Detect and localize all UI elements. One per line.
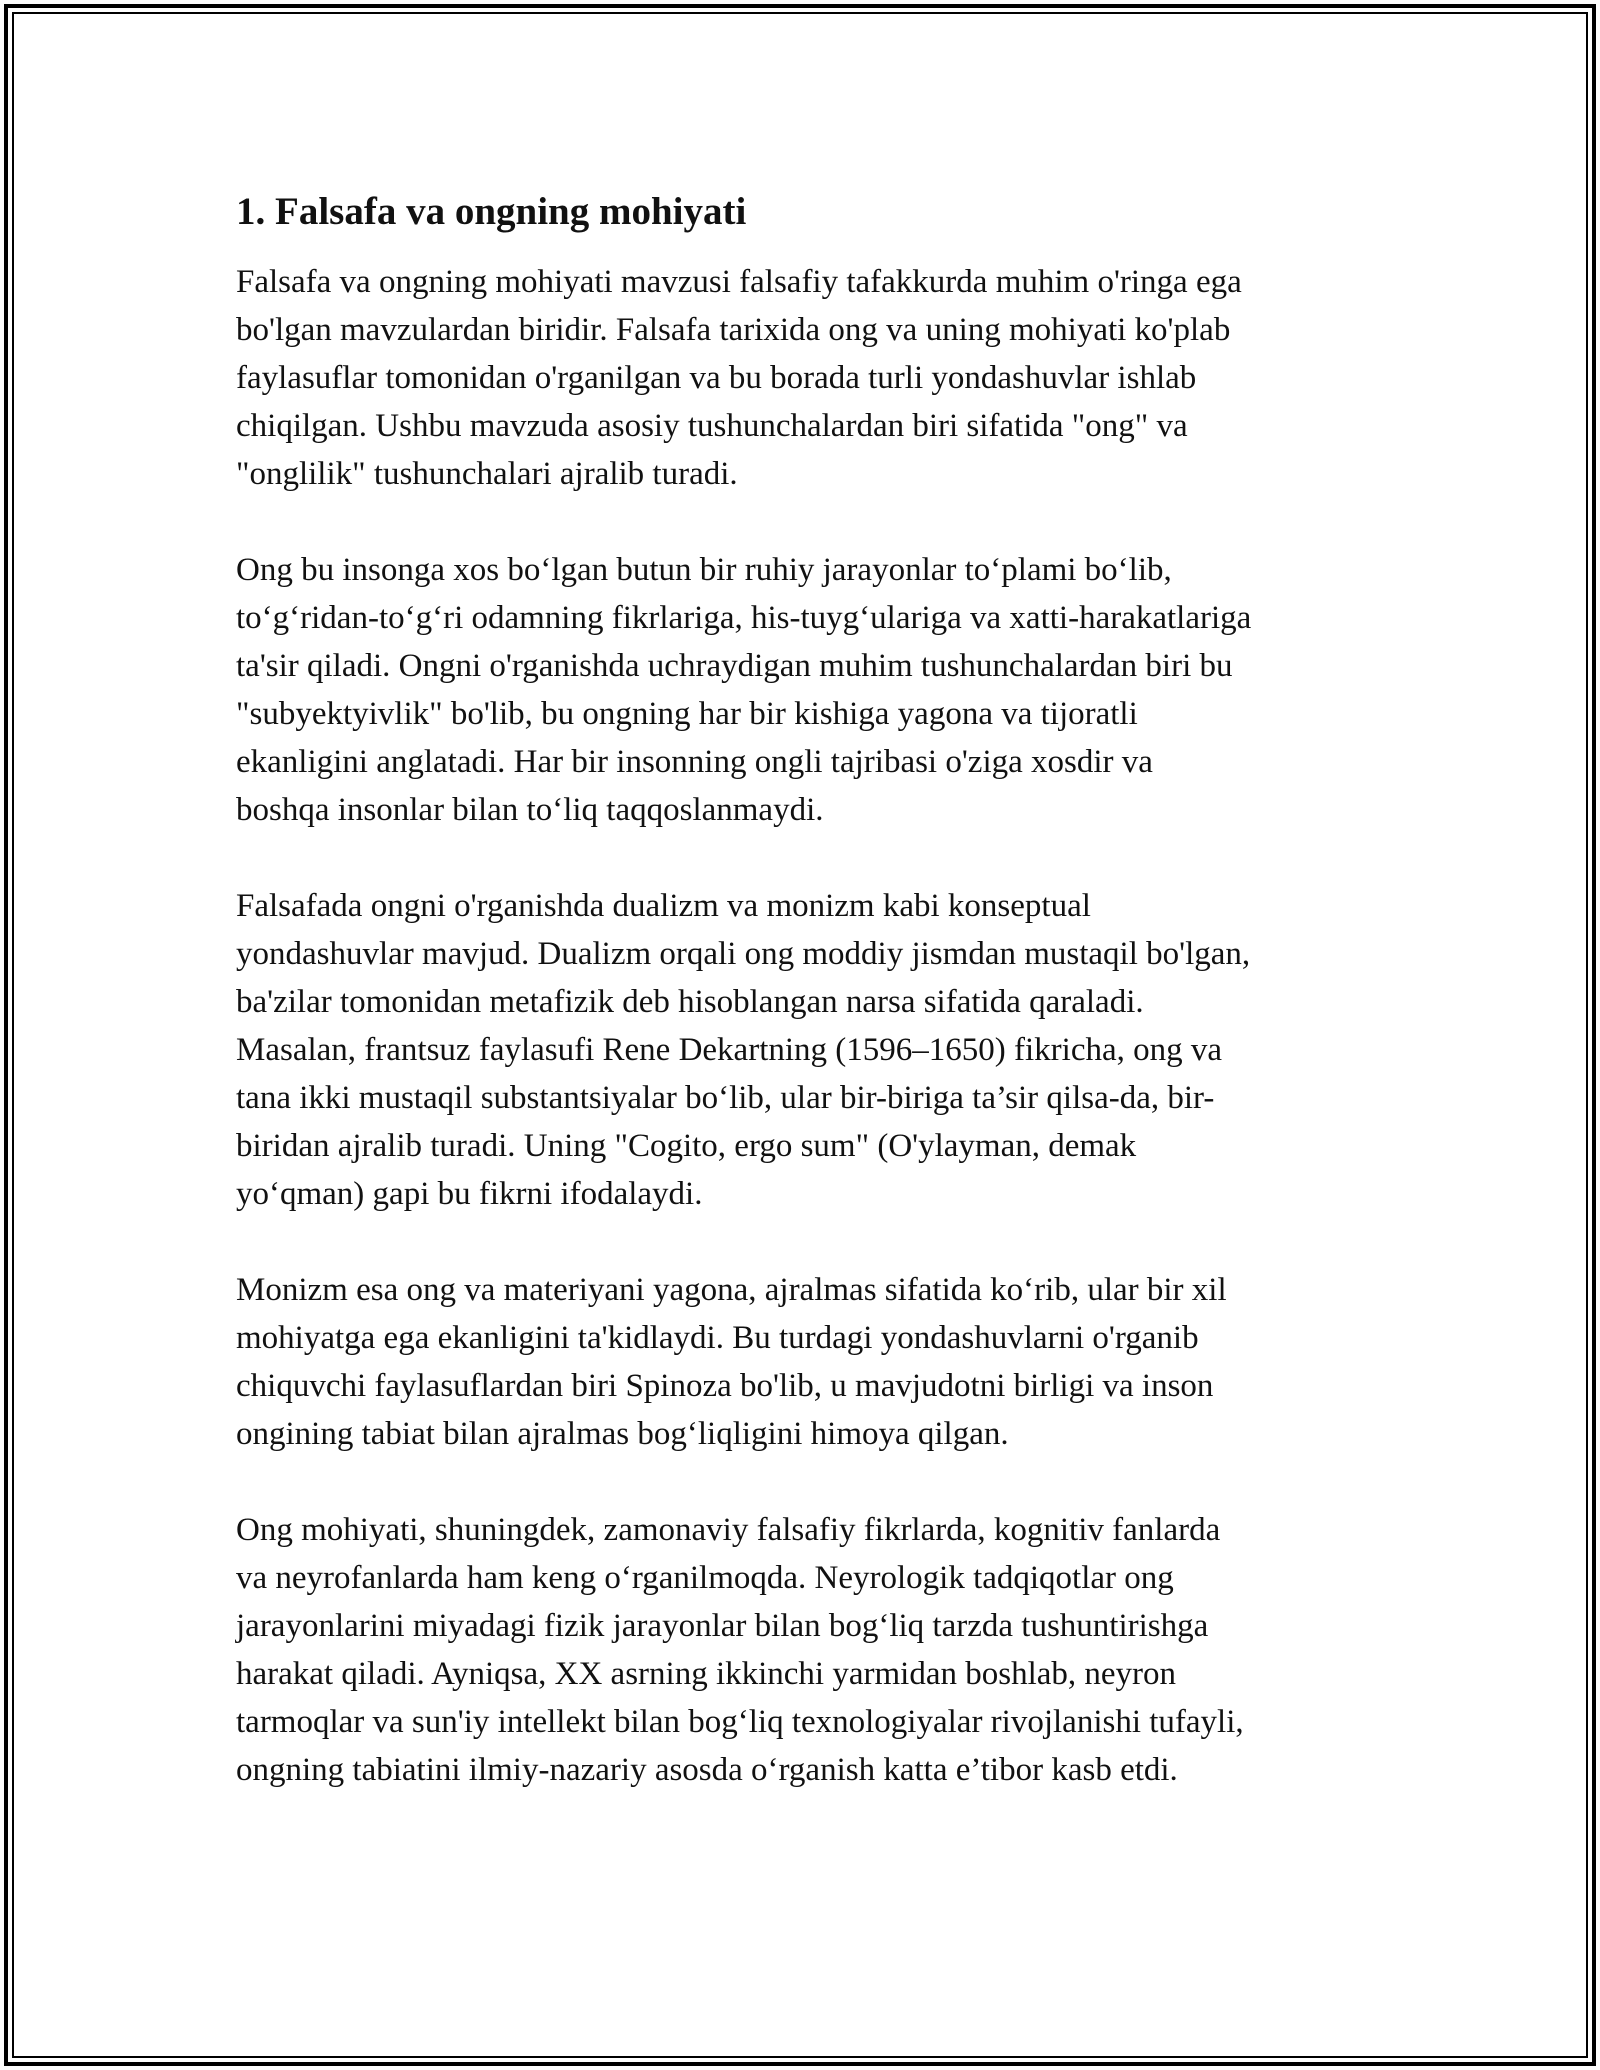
paragraph-modern-research: Ong mohiyati, shuningdek, zamonaviy falsafiy fikrlarda, kognitiv fanlarda va neyrofanlarda ham keng o‘rganilmoqda. Neyrologik tadqiqotlar ong jarayonlarini miyadagi fizik jarayonlar bilan bog‘liq tarzda tushuntirishga harakat qiladi. Ayniqsa, XX asrning ikkinchi yarmidan boshlab, neyron tarmoqlar va sun'iy intellekt bilan bog‘liq texnologiyalar rivojlanishi tufayli, ongning tabiatini ilmiy-nazariy asosda o‘rganish katta e’tibor kasb etdi.: [236, 1512, 1244, 1788]
document-body: [236, 186, 1376, 1842]
paragraph-dualism: Falsafada ongni o'rganishda dualizm va monizm kabi konseptual yondashuvlar mavjud. Dualizm orqali ong moddiy jismdan mustaqil bo'lgan, ba'zilar tomonidan metafizik deb hisoblangan narsa sifatida qaraladi. Masalan, frantsuz faylasufi Rene Dekartning (1596–1650) fikricha, ong va tana ikki mustaqil substantsiyalar bo‘lib, ular bir-biriga ta’sir qilsa-da, bir- biridan ajralib turadi. Uning "Cogito, ergo sum" (O'ylayman, demak yo‘qman) gapi bu fikrni ifodalaydi.: [236, 888, 1251, 1212]
paragraph-intro: Falsafa va ongning mohiyati mavzusi falsafiy tafakkurda muhim o'ringa ega bo'lgan mavzulardan biridir. Falsafa tarixida ong va uning mohiyati ko'plab faylasuflar tomonidan o'rganilgan va bu borada turli yondashuvlar ishlab chiqilgan. Ushbu mavzuda asosiy tushunchalardan biri sifatida "ong" va "onglilik" tushunchalari ajralib turadi.: [236, 264, 1242, 492]
paragraph-monism: Monizm esa ong va materiyani yagona, ajralmas sifatida ko‘rib, ular bir xil mohiyatga ega ekanligini ta'kidlaydi. Bu turdagi yondashuvlarni o'rganib chiquvchi faylasuflardan biri Spinoza bo'lib, u mavjudotni birligi va inson ongining tabiat bilan ajralmas bog‘liqligini himoya qilgan.: [236, 1272, 1227, 1452]
paragraph-definition: Ong bu insonga xos bo‘lgan butun bir ruhiy jarayonlar to‘plami bo‘lib, to‘g‘ridan-to‘g‘ri odamning fikrlariga, his-tuyg‘ulariga va xatti-harakatlariga ta'sir qiladi. Ongni o'rganishda uchraydigan muhim tushunchalardan biri bu "subyektyivlik" bo'lib, bu ongning har bir kishiga yagona va tijoratli ekanligini anglatadi. Har bir insonning ongli tajribasi o'ziga xosdir va boshqa insonlar bilan to‘liq taqqoslanmaydi.: [236, 552, 1252, 828]
section-heading: 1. Falsafa va ongning mohiyati: [236, 190, 747, 233]
